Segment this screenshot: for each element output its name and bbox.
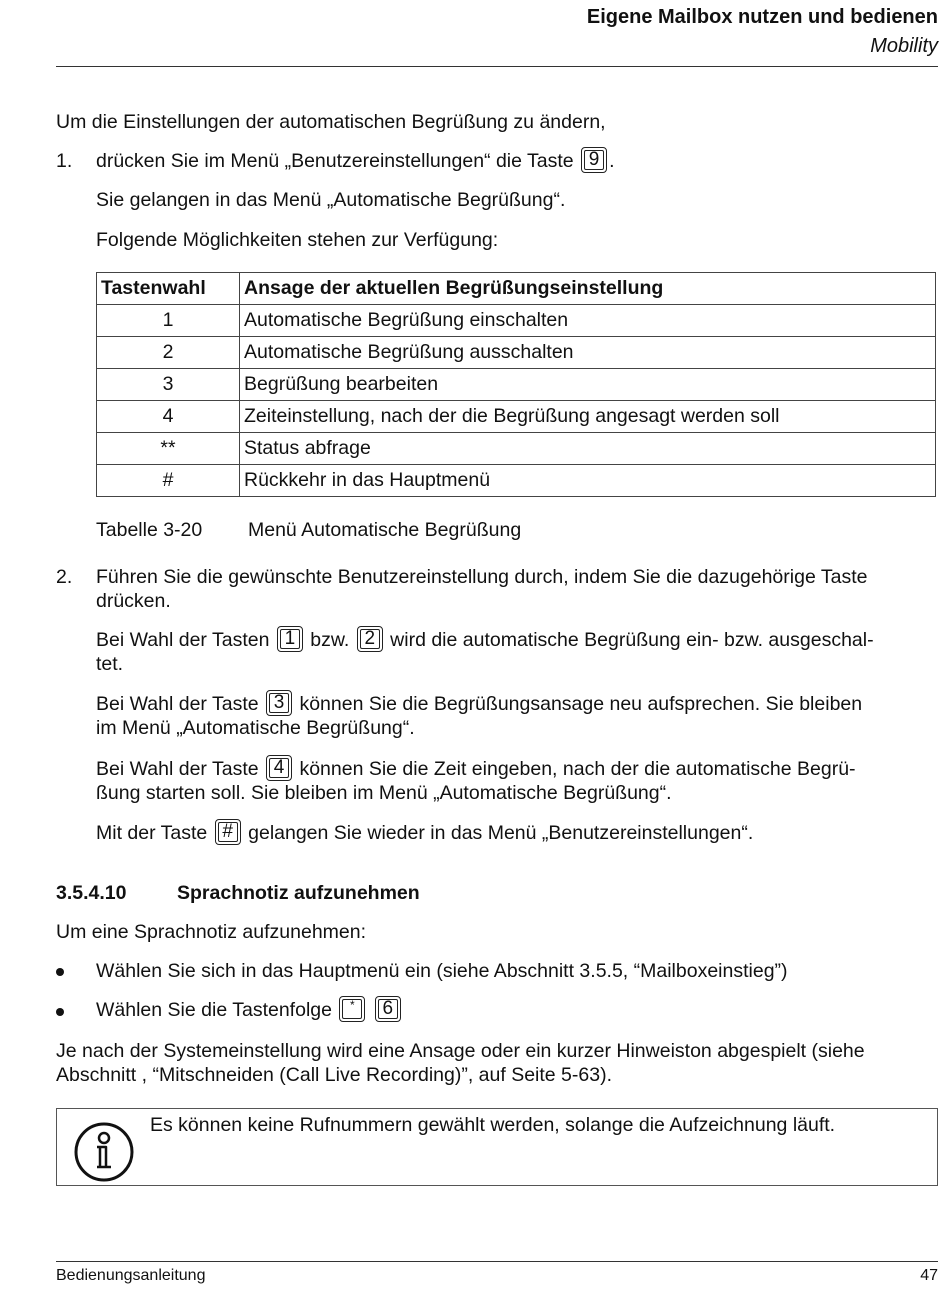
bullet2-line	[96, 998, 403, 1022]
table-cell-text: Status abfrage	[240, 433, 936, 465]
para1-text-b: bzw.	[310, 629, 350, 651]
step2-para3	[96, 757, 856, 781]
step2-para4	[96, 821, 753, 845]
para3-text-b: können Sie die Zeit eingeben, nach der die automatische Begrü-	[299, 758, 856, 780]
intro-text: Um die Einstellungen der automatischen Begrüßung zu ändern,	[56, 111, 606, 133]
greeting-menu-table	[96, 272, 936, 497]
table-row	[97, 401, 936, 433]
info-icon	[73, 1121, 135, 1183]
table-caption-number: Tabelle 3-20	[96, 519, 203, 541]
bullet1-text: Wählen Sie sich in das Hauptmenü ein (siehe Abschnitt 3.5.5, “Mailboxeinstieg”)	[96, 960, 788, 982]
section-para-line2: Abschnitt , “Mitschneiden (Call Live Recording)”, auf Seite 5-63).	[56, 1064, 612, 1086]
key-1-icon: 1	[277, 626, 303, 652]
key-3-icon: 3	[266, 690, 292, 716]
running-header-subtitle: Mobility	[870, 35, 938, 57]
table-cell-text: Zeiteinstellung, nach der die Begrüßung angesagt werden soll	[240, 401, 936, 433]
table-row	[97, 433, 936, 465]
step1-period: .	[609, 150, 615, 172]
bullet2-text: Wählen Sie die Tastenfolge	[96, 999, 332, 1021]
table-cell-text: Rückkehr in das Hauptmenü	[240, 465, 936, 497]
table-row	[97, 305, 936, 337]
table-cell-key: 3	[97, 369, 240, 401]
para4-text-a: Mit der Taste	[96, 822, 208, 844]
table-cell-text: Begrüßung bearbeiten	[240, 369, 936, 401]
note-text: Es können keine Rufnummern gewählt werden, solange die Aufzeichnung läuft.	[150, 1114, 836, 1136]
key-6-icon: 6	[375, 996, 401, 1022]
step2-para1	[96, 628, 874, 652]
bullet-dot-icon	[56, 968, 64, 976]
step2-para2-line2: im Menü „Automatische Begrüßung“.	[96, 717, 415, 739]
para3-text-a: Bei Wahl der Taste	[96, 758, 259, 780]
table-cell-key: 2	[97, 337, 240, 369]
section-title: Sprachnotiz aufzunehmen	[177, 882, 420, 904]
running-header-title: Eigene Mailbox nutzen und bedienen	[586, 6, 938, 28]
section-para-line1: Je nach der Systemeinstellung wird eine Ansage oder ein kurzer Hinweiston abgespielt (siehe	[56, 1040, 865, 1062]
step2-line2: drücken.	[96, 590, 171, 612]
step1-para1: Sie gelangen in das Menü „Automatische Begrüßung“.	[96, 189, 566, 211]
header-rule	[56, 66, 938, 67]
table-row	[97, 465, 936, 497]
table-header-description: Ansage der aktuellen Begrüßungseinstellung	[240, 273, 936, 305]
footer-doc-title: Bedienungsanleitung	[56, 1267, 206, 1284]
table-cell-key: 1	[97, 305, 240, 337]
table-cell-key: **	[97, 433, 240, 465]
step2-line1: Führen Sie die gewünschte Benutzereinstellung durch, indem Sie die dazugehörige Taste	[96, 566, 868, 588]
para4-text-b: gelangen Sie wieder in das Menü „Benutzereinstellungen“.	[248, 822, 754, 844]
step2-para3-line2: ßung starten soll. Sie bleiben im Menü „Automatische Begrüßung“.	[96, 782, 672, 804]
bullet-dot-icon	[56, 1008, 64, 1016]
para2-text-b: können Sie die Begrüßungsansage neu aufsprechen. Sie bleiben	[299, 693, 863, 715]
table-row	[97, 337, 936, 369]
table-header-row	[97, 273, 936, 305]
footer-rule	[56, 1261, 938, 1262]
key-star-icon: *	[339, 996, 365, 1022]
para2-text-a: Bei Wahl der Taste	[96, 693, 259, 715]
step1-para2: Folgende Möglichkeiten stehen zur Verfügung:	[96, 229, 499, 251]
note-box	[56, 1108, 938, 1186]
table-cell-key: #	[97, 465, 240, 497]
step2-para1-line2: tet.	[96, 653, 124, 675]
section-intro: Um eine Sprachnotiz aufzunehmen:	[56, 921, 367, 943]
key-9-icon: 9	[581, 147, 607, 173]
key-4-icon: 4	[266, 755, 292, 781]
step1-text: drücken Sie im Menü „Benutzereinstellungen“ die Taste	[96, 150, 574, 172]
key-hash-icon: #	[215, 819, 241, 845]
key-2-icon: 2	[357, 626, 383, 652]
table-caption-text: Menü Automatische Begrüßung	[248, 519, 522, 541]
step2-number: 2.	[56, 566, 73, 588]
footer-page-number: 47	[920, 1267, 938, 1284]
table-row	[97, 369, 936, 401]
step2-para2	[96, 692, 862, 716]
table-cell-key: 4	[97, 401, 240, 433]
para1-text-c: wird die automatische Begrüßung ein- bzw. ausgeschal-	[390, 629, 874, 651]
para1-text-a: Bei Wahl der Tasten	[96, 629, 270, 651]
section-number: 3.5.4.10	[56, 882, 127, 904]
table-cell-text: Automatische Begrüßung ausschalten	[240, 337, 936, 369]
table-cell-text: Automatische Begrüßung einschalten	[240, 305, 936, 337]
table-header-key: Tastenwahl	[97, 273, 240, 305]
step1-number: 1.	[56, 150, 73, 172]
step1-line	[96, 149, 615, 173]
